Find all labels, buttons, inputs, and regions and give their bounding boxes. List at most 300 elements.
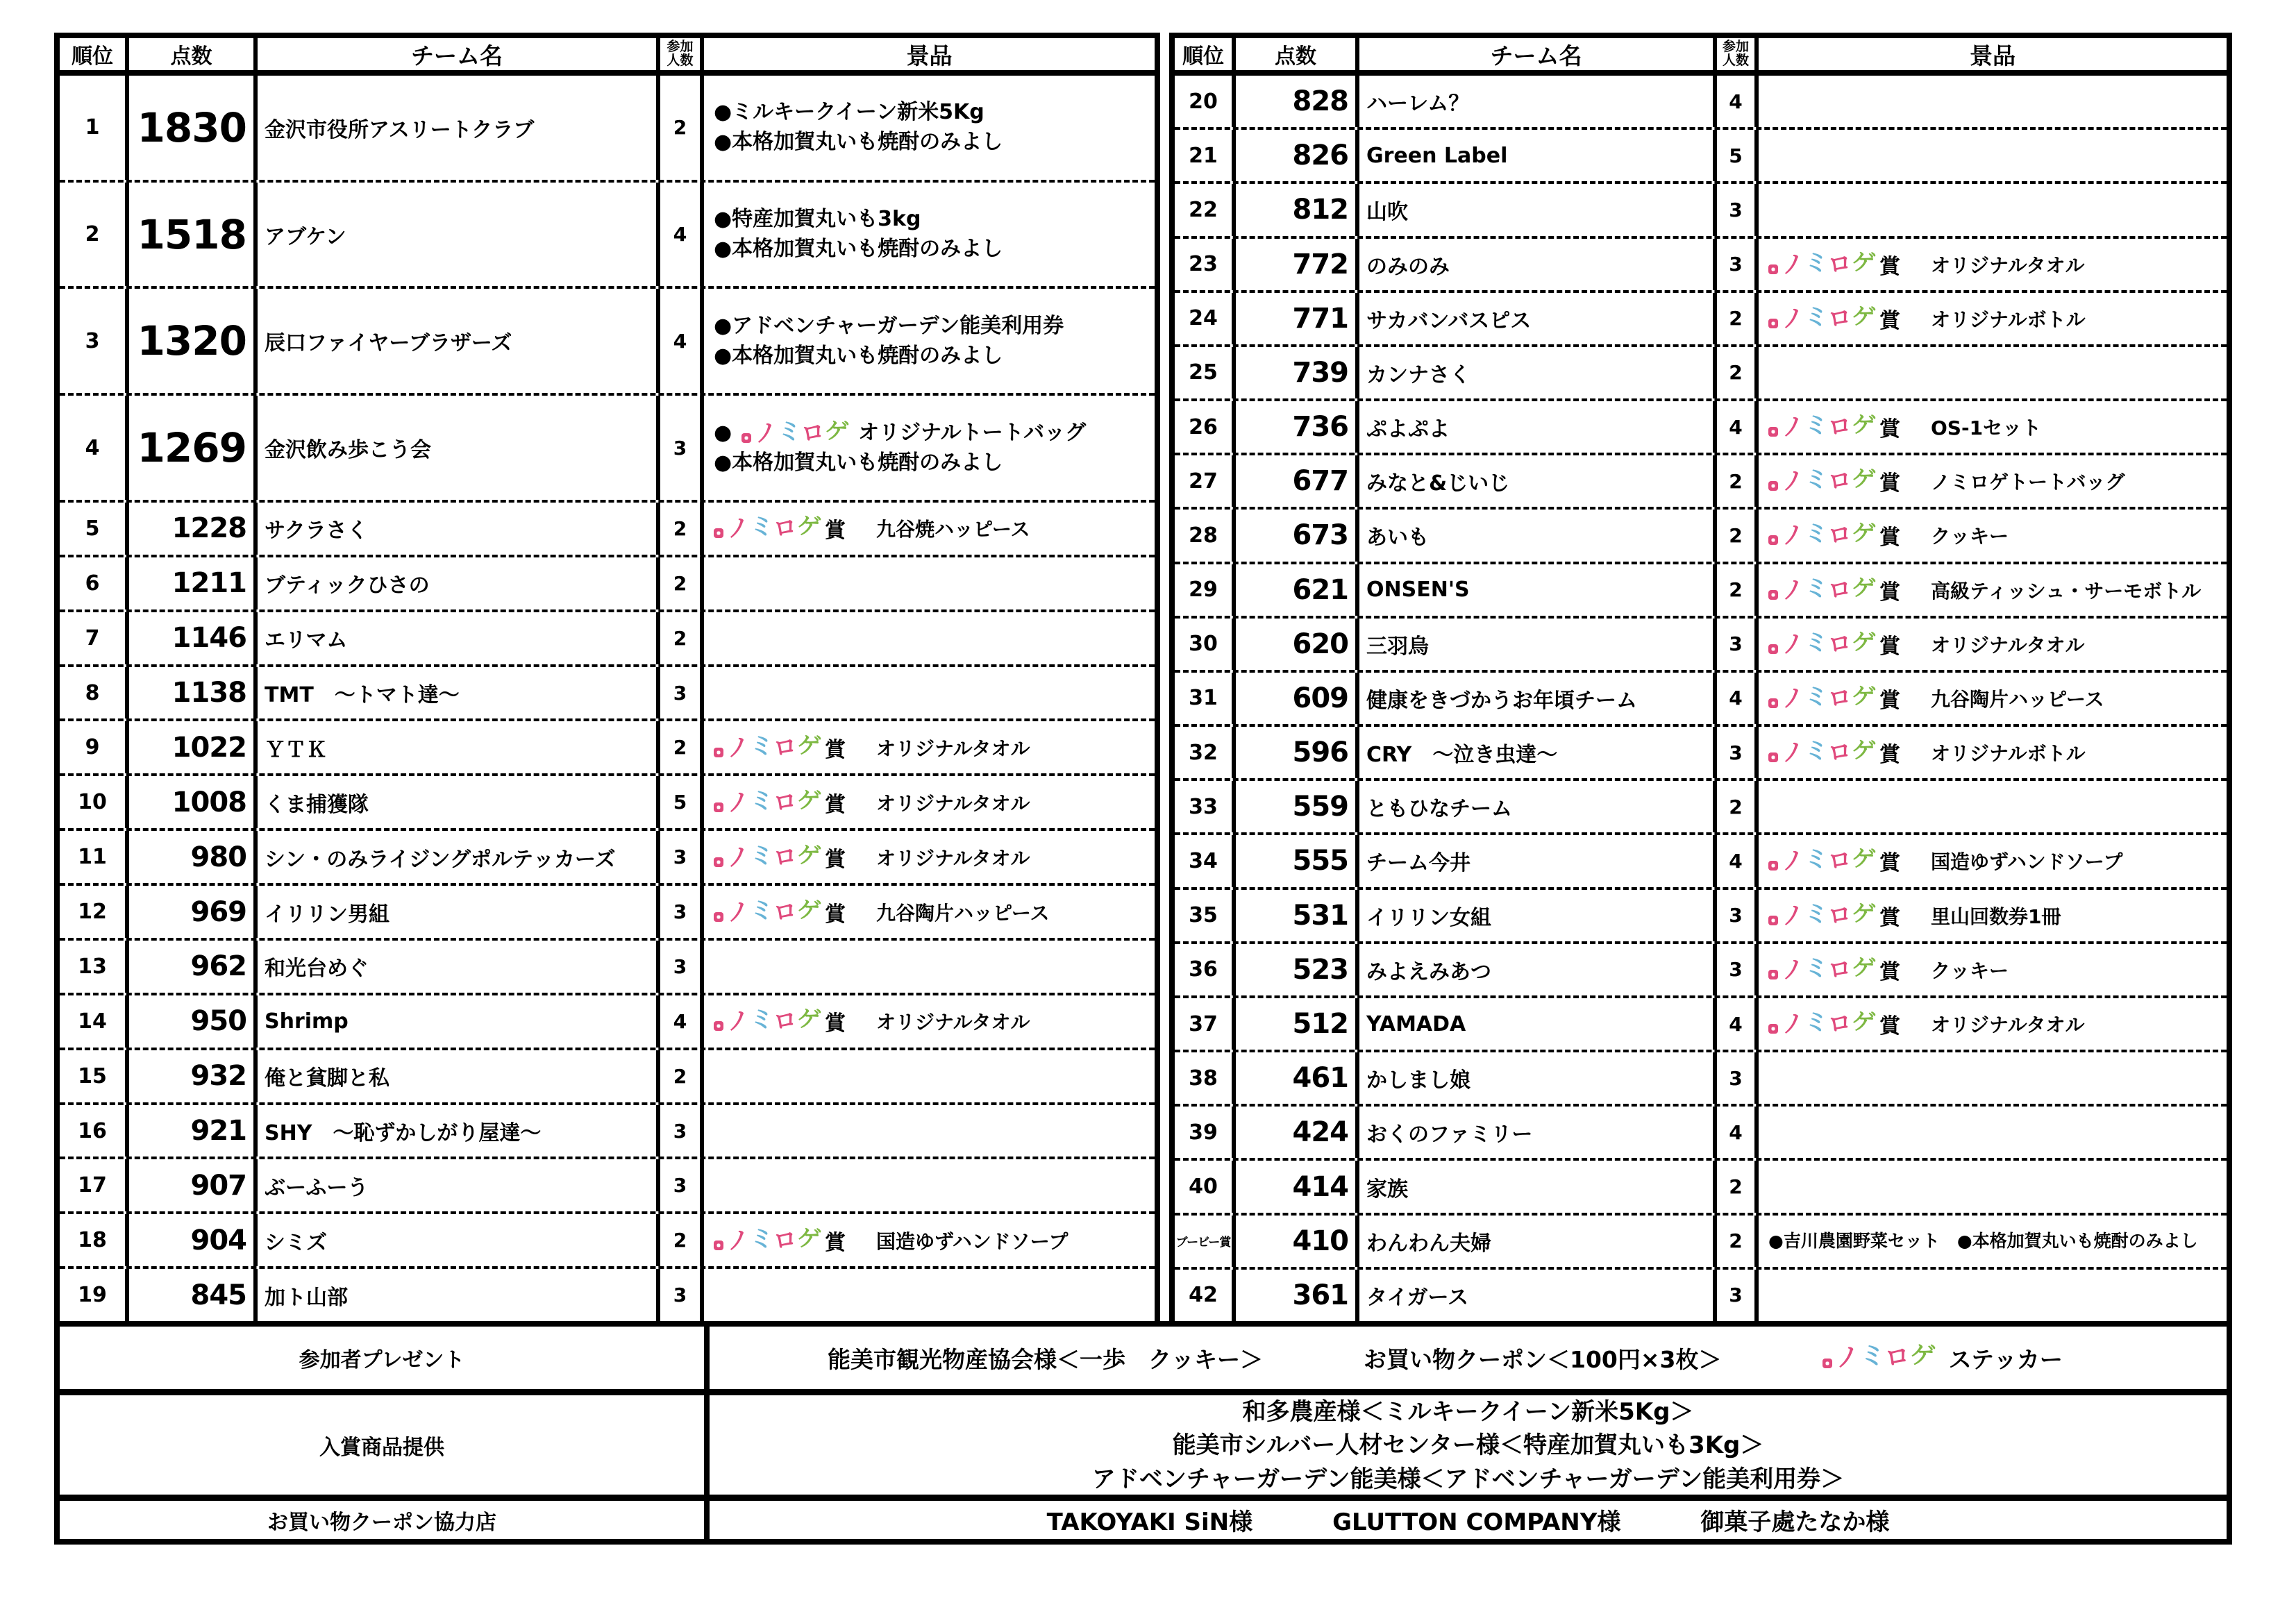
col-header-members-line2: 人数 — [1722, 53, 1749, 68]
prize-award-line — [1768, 629, 2084, 659]
score-cell — [1236, 890, 1359, 941]
team-cell: ぷよぷよ — [1359, 401, 1717, 453]
members-cell: 3 — [660, 831, 704, 883]
nomilogo-char: ノ — [1779, 466, 1807, 497]
prize-text: オリジナルタオル — [1931, 1014, 2085, 1036]
score-cell — [1236, 835, 1359, 886]
members-cell: 2 — [660, 1214, 704, 1266]
team-cell: イリリン男組 — [258, 886, 660, 938]
prize-award-line — [1768, 1009, 2084, 1039]
nomilogo-logo — [714, 1224, 823, 1256]
nomilogo-icon — [1822, 1359, 1832, 1368]
rank-cell: 40 — [1175, 1161, 1236, 1212]
members-cell: 3 — [1717, 239, 1759, 290]
score-cell — [1236, 1107, 1359, 1158]
nomilogo-logo — [1768, 898, 1877, 931]
nomilogo-char: ロ — [1826, 249, 1854, 280]
prize-bullet-line: ●本格加賀丸いも焼酎のみよし — [714, 343, 1003, 368]
nomilogo-char: ゲ — [796, 512, 823, 543]
award-suffix: 賞 — [1879, 851, 1900, 876]
nomilogo-char: ミ — [748, 512, 776, 543]
nomilogo-char: ノ — [1779, 520, 1807, 551]
prize-text: 九谷焼ハッピース — [876, 518, 1030, 541]
award-suffix: 賞 — [825, 792, 846, 817]
rank-cell: 15 — [60, 1050, 129, 1102]
score-value: 1008 — [171, 786, 246, 818]
prize-content — [714, 513, 1030, 544]
award-suffix: 賞 — [825, 902, 846, 927]
result-row — [60, 286, 1155, 393]
prize-text: オリジナルタオル — [876, 846, 1030, 870]
prize-text: 九谷陶片ハッピース — [1931, 687, 2104, 711]
result-row — [60, 883, 1155, 938]
rank-cell: 18 — [60, 1214, 129, 1266]
nomilogo-logo — [1822, 1340, 1936, 1374]
footer-row-present — [60, 1327, 2227, 1389]
rank-cell: 24 — [1175, 293, 1236, 344]
score-value: 904 — [190, 1224, 246, 1256]
members-cell: 4 — [1717, 401, 1759, 453]
award-suffix: 賞 — [1879, 634, 1900, 659]
score-value: 512 — [1292, 1008, 1348, 1040]
score-value: 1228 — [171, 512, 246, 545]
rank-cell: 10 — [60, 776, 129, 828]
score-cell — [129, 557, 258, 609]
prize-cell — [704, 1269, 1155, 1321]
prize-content — [714, 314, 1064, 369]
team-cell: イリリン女組 — [1359, 890, 1717, 941]
members-cell: 3 — [660, 1105, 704, 1157]
rank-cell: 19 — [60, 1269, 129, 1321]
result-row — [1175, 344, 2227, 398]
result-row — [1175, 290, 2227, 344]
prize-award-line — [1768, 466, 2125, 496]
score-cell — [129, 886, 258, 938]
team-cell: シミズ — [258, 1214, 660, 1266]
rank-cell: 25 — [1175, 347, 1236, 398]
nomilogo-icon — [1768, 535, 1778, 545]
score-cell — [129, 76, 258, 180]
rank-cell: 6 — [60, 557, 129, 609]
score-cell — [1236, 184, 1359, 235]
members-cell: 2 — [1717, 1161, 1759, 1212]
nomilogo-icon — [1768, 970, 1778, 979]
result-row — [60, 76, 1155, 180]
prize-content — [714, 1006, 1030, 1036]
rank-cell: 21 — [1175, 130, 1236, 181]
members-cell: 4 — [660, 995, 704, 1048]
prize-cell — [1759, 401, 2227, 453]
score-value: 828 — [1292, 85, 1348, 118]
nomilogo-char: ノ — [1779, 574, 1807, 605]
nomilogo-char: ゲ — [1850, 410, 1877, 441]
nomilogo-char: ミ — [1803, 898, 1830, 930]
score-cell — [1236, 673, 1359, 724]
score-cell — [129, 667, 258, 719]
nomilogo-icon — [1768, 427, 1778, 437]
result-row — [1175, 181, 2227, 235]
members-cell: 2 — [1717, 564, 1759, 616]
team-cell: ハーレム？ — [1359, 76, 1717, 127]
team-cell: YAMADA — [1359, 998, 1717, 1050]
nomilogo-icon — [714, 1021, 723, 1031]
nomilogo-char: ゲ — [796, 786, 823, 816]
prize-cell — [1759, 76, 2227, 127]
nomilogo-char: ノ — [1779, 954, 1807, 985]
team-cell: わんわん夫婦 — [1359, 1216, 1717, 1267]
rank-cell: 33 — [1175, 781, 1236, 832]
nomilogo-logo — [741, 416, 850, 448]
nomilogo-char: ロ — [1826, 628, 1854, 659]
result-row — [1175, 1213, 2227, 1267]
prize-content — [714, 416, 1087, 476]
result-row — [1175, 670, 2227, 724]
score-cell — [1236, 76, 1359, 127]
footer-present-content — [710, 1327, 2227, 1389]
team-cell: のみのみ — [1359, 239, 1717, 290]
nomilogo-icon — [1768, 644, 1778, 654]
col-header-members — [1717, 38, 1759, 70]
team-cell: ともひなチーム — [1359, 781, 1717, 832]
rank-cell: 31 — [1175, 673, 1236, 724]
score-cell — [129, 941, 258, 993]
nomilogo-char: ロ — [771, 896, 799, 927]
prize-text: 里山回数券1冊 — [1931, 905, 2061, 928]
score-value: 1146 — [171, 622, 246, 655]
score-value: 1320 — [137, 317, 246, 365]
score-cell — [1236, 1161, 1359, 1212]
result-row — [60, 938, 1155, 993]
result-row — [60, 180, 1155, 287]
nomilogo-logo — [1768, 844, 1877, 877]
nomilogo-icon — [1768, 481, 1778, 491]
nomilogo-char: ロ — [1826, 737, 1854, 768]
score-value: 531 — [1292, 899, 1348, 932]
nomilogo-char: ミ — [1803, 302, 1830, 333]
present-item: 能美市観光物産協会様＜一歩 クッキー＞ — [828, 1345, 1263, 1373]
nomilogo-logo — [1768, 519, 1877, 551]
award-suffix: 賞 — [1879, 1014, 1900, 1038]
prize-content — [1768, 846, 2122, 876]
score-value: 523 — [1292, 953, 1348, 986]
nomilogo-icon — [1768, 319, 1778, 328]
rank-cell: 3 — [60, 289, 129, 393]
prize-content — [714, 207, 1003, 262]
prize-cell — [1759, 944, 2227, 995]
members-cell: 3 — [660, 1159, 704, 1211]
prize-text: オリジナルタオル — [876, 1011, 1030, 1034]
nomilogo-char: ミ — [748, 1004, 776, 1035]
result-row — [1175, 778, 2227, 832]
score-value: 596 — [1292, 737, 1348, 769]
prize-content — [1768, 249, 2084, 280]
prize-cell — [1759, 1216, 2227, 1267]
prize-cell — [704, 503, 1155, 555]
award-suffix: 賞 — [1879, 688, 1900, 713]
prize-text: オリジナルタオル — [1931, 253, 2085, 277]
prize-award-line — [1768, 249, 2084, 280]
prize-award-line — [714, 513, 1030, 544]
prize-content — [1768, 520, 2009, 550]
team-cell: かしまし娘 — [1359, 1052, 1717, 1104]
result-row — [60, 1266, 1155, 1321]
prize-award-line — [1768, 520, 2009, 550]
nomilogo-icon — [714, 857, 723, 867]
col-header-score: 点数 — [129, 38, 258, 70]
score-value: 1269 — [137, 424, 246, 472]
members-cell: 5 — [1717, 130, 1759, 181]
prize-text: ●吉川農園野菜セット ●本格加賀丸いも焼酎のみよし — [1768, 1230, 2198, 1251]
nomilogo-char: ノ — [1779, 1008, 1807, 1040]
present-logo-item-text: ステッカー — [1948, 1345, 2063, 1373]
rank-cell: 4 — [60, 396, 129, 500]
award-suffix: 賞 — [825, 1011, 846, 1036]
nomilogo-char: ゲ — [796, 1004, 823, 1035]
table-header-row — [1175, 38, 2227, 76]
result-row — [1175, 507, 2227, 561]
prize-content — [1768, 737, 2086, 768]
prize-cell — [704, 886, 1155, 938]
nomilogo-char: ゲ — [796, 895, 823, 926]
nomilogo-char: ミ — [1803, 519, 1830, 550]
prize-content — [714, 100, 1003, 155]
footer-label-present: 参加者プレゼント — [60, 1327, 710, 1389]
prize-content — [1768, 683, 2104, 714]
nomilogo-icon — [1768, 1024, 1778, 1034]
prize-cell — [1759, 564, 2227, 616]
score-value: 962 — [190, 950, 246, 983]
award-suffix: 賞 — [825, 737, 846, 762]
members-cell: 2 — [1717, 347, 1759, 398]
prize-content — [1768, 466, 2125, 496]
nomilogo-logo — [1768, 682, 1877, 714]
members-cell: 2 — [660, 1050, 704, 1102]
nomilogo-char: ノ — [1779, 249, 1807, 280]
nomilogo-logo — [1768, 247, 1877, 280]
team-cell: チーム今井 — [1359, 835, 1717, 886]
rank-cell: 26 — [1175, 401, 1236, 453]
nomilogo-char: ノ — [724, 513, 752, 544]
table-body — [60, 76, 1155, 1321]
rank-cell: 39 — [1175, 1107, 1236, 1158]
nomilogo-char: ミ — [748, 840, 776, 871]
coupon-shop-name: GLUTTON COMPANY様 — [1332, 1508, 1621, 1536]
award-suffix: 賞 — [1879, 959, 1900, 984]
team-cell: Green Label — [1359, 130, 1717, 181]
footer-row-coupon-shops — [60, 1495, 2227, 1539]
prize-cell — [704, 289, 1155, 393]
score-cell — [129, 995, 258, 1048]
rank-cell: 27 — [1175, 455, 1236, 507]
score-value: 673 — [1292, 519, 1348, 552]
team-cell: SHY ～恥ずかしがり屋達～ — [258, 1105, 660, 1157]
score-cell — [129, 183, 258, 287]
rank-cell: 20 — [1175, 76, 1236, 127]
nomilogo-logo — [714, 1004, 823, 1037]
nomilogo-char: ゲ — [796, 1224, 823, 1254]
rank-cell: 29 — [1175, 564, 1236, 616]
prize-text: 高級ティッシュ・サーモボトル — [1931, 579, 2202, 603]
team-cell: 金沢飲み歩こう会 — [258, 396, 660, 500]
result-row — [60, 609, 1155, 664]
prize-cell — [704, 1105, 1155, 1157]
prize-cell — [1759, 293, 2227, 344]
team-cell: ぶーふーう — [258, 1159, 660, 1211]
score-cell — [1236, 564, 1359, 616]
prize-cell — [1759, 1052, 2227, 1104]
prize-cell — [704, 1159, 1155, 1211]
footer-row-prize-providers — [60, 1389, 2227, 1495]
prize-bullet-line: ●特産加賀丸いも3kg — [714, 207, 921, 232]
award-suffix: 賞 — [1879, 254, 1900, 279]
score-cell — [1236, 455, 1359, 507]
prize-cell — [1759, 619, 2227, 670]
nomilogo-char: ゲ — [1850, 628, 1877, 658]
rank-cell: 37 — [1175, 998, 1236, 1050]
nomilogo-char: ロ — [1826, 411, 1854, 443]
members-cell: 2 — [660, 721, 704, 773]
nomilogo-char: ノ — [1779, 682, 1807, 714]
prize-award-line — [714, 732, 1030, 763]
footer-label-coupon-shops: お買い物クーポン協力店 — [60, 1501, 710, 1539]
prize-bullet-line: ●本格加賀丸いも焼酎のみよし — [714, 130, 1003, 155]
prize-content — [1768, 1009, 2084, 1039]
nomilogo-logo — [1768, 953, 1877, 985]
prize-text: クッキー — [1931, 525, 2009, 548]
nomilogo-char: ミ — [1803, 573, 1830, 604]
members-cell: 4 — [1717, 998, 1759, 1050]
members-cell: 3 — [1717, 890, 1759, 941]
nomilogo-char: ゲ — [1850, 898, 1877, 930]
nomilogo-char: ゲ — [1850, 1007, 1877, 1038]
score-value: 461 — [1292, 1062, 1348, 1095]
team-cell: Shrimp — [258, 995, 660, 1048]
prize-cell — [704, 721, 1155, 773]
result-row — [60, 718, 1155, 773]
score-value: 1830 — [137, 103, 246, 151]
prize-award-line — [714, 787, 1030, 818]
prize-content — [1768, 575, 2201, 605]
col-header-score: 点数 — [1236, 38, 1359, 70]
result-row — [60, 555, 1155, 609]
rank-cell: 42 — [1175, 1270, 1236, 1321]
nomilogo-char: ミ — [1803, 953, 1830, 984]
prize-cell — [1759, 835, 2227, 886]
team-cell: シン・のみライジングポルテッカーズ — [258, 831, 660, 883]
nomilogo-char: ロ — [1826, 846, 1854, 877]
team-cell: 山吹 — [1359, 184, 1717, 235]
nomilogo-icon — [1768, 590, 1778, 600]
nomilogo-char: ノ — [1779, 628, 1807, 659]
result-row — [60, 1048, 1155, 1102]
team-cell: あいも — [1359, 510, 1717, 561]
team-cell: アブケン — [258, 183, 660, 287]
award-suffix: 賞 — [1879, 743, 1900, 768]
score-value: 771 — [1292, 302, 1348, 335]
nomilogo-char: ロ — [1826, 900, 1854, 931]
rank-cell: 23 — [1175, 239, 1236, 290]
team-cell: 加ト山部 — [258, 1269, 660, 1321]
rank-cell: 11 — [60, 831, 129, 883]
nomilogo-char: ロ — [771, 787, 799, 818]
prize-provider-line: アドベンチャーガーデン能美様＜アドベンチャーガーデン能美利用券＞ — [1091, 1465, 1845, 1493]
nomilogo-char: ロ — [1826, 303, 1854, 334]
team-cell: 金沢市役所アスリートクラブ — [258, 76, 660, 180]
prize-text: オリジナルタオル — [1931, 633, 2085, 657]
nomilogo-icon — [714, 802, 723, 812]
team-cell: 辰口ファイヤーブラザーズ — [258, 289, 660, 393]
award-suffix: 賞 — [825, 1230, 846, 1255]
prize-cell — [704, 1050, 1155, 1102]
nomilogo-char: ミ — [1858, 1340, 1886, 1372]
prize-content — [1768, 900, 2061, 931]
nomilogo-char: ゲ — [1850, 519, 1877, 550]
award-suffix: 賞 — [1879, 308, 1900, 333]
nomilogo-char: ロ — [1826, 520, 1854, 551]
prize-text: 九谷陶片ハッピース — [876, 901, 1050, 925]
members-cell: 3 — [1717, 727, 1759, 778]
prize-content — [714, 1225, 1068, 1256]
members-cell: 2 — [660, 612, 704, 664]
result-row — [1175, 76, 2227, 127]
score-cell — [129, 503, 258, 555]
col-header-members — [660, 38, 704, 70]
prize-cell — [1759, 998, 2227, 1050]
rank-cell: 32 — [1175, 727, 1236, 778]
rank-cell: 1 — [60, 76, 129, 180]
score-cell — [1236, 1270, 1359, 1321]
nomilogo-char: ロ — [1826, 574, 1854, 605]
score-value: 950 — [190, 1005, 246, 1038]
score-cell — [129, 1159, 258, 1211]
prize-cell — [1759, 1270, 2227, 1321]
nomilogo-char: ミ — [1803, 1007, 1830, 1038]
nomilogo-char: ノ — [1779, 846, 1807, 877]
nomilogo-char: ノ — [724, 1006, 752, 1037]
coupon-shop-name: TAKOYAKI SiN様 — [1046, 1508, 1253, 1536]
score-cell — [1236, 727, 1359, 778]
nomilogo-char: ミ — [748, 731, 776, 762]
nomilogo-char: ミ — [1803, 247, 1830, 278]
members-cell: 2 — [660, 503, 704, 555]
nomilogo-icon — [741, 433, 751, 443]
prize-cell — [704, 831, 1155, 883]
score-cell — [1236, 239, 1359, 290]
members-cell: 3 — [1717, 1270, 1759, 1321]
nomilogo-char: ミ — [748, 786, 776, 816]
rank-cell: 17 — [60, 1159, 129, 1211]
rank-cell: 28 — [1175, 510, 1236, 561]
nomilogo-char: ノ — [752, 417, 780, 448]
col-header-prize: 景品 — [906, 42, 953, 69]
result-row — [1175, 453, 2227, 507]
members-cell: 3 — [660, 667, 704, 719]
result-row — [60, 1157, 1155, 1211]
result-row — [1175, 1104, 2227, 1158]
rank-cell: 8 — [60, 667, 129, 719]
nomilogo-char: ロ — [1882, 1341, 1912, 1374]
team-cell: ONSEN'S — [1359, 564, 1717, 616]
nomilogo-icon — [714, 912, 723, 922]
nomilogo-icon — [714, 748, 723, 757]
prize-cell — [1759, 455, 2227, 507]
rank-cell: 7 — [60, 612, 129, 664]
award-suffix: 賞 — [825, 847, 846, 872]
rank-cell: 9 — [60, 721, 129, 773]
nomilogo-logo — [714, 731, 823, 764]
members-cell: 2 — [1717, 293, 1759, 344]
nomilogo-char: ミ — [1803, 736, 1830, 766]
